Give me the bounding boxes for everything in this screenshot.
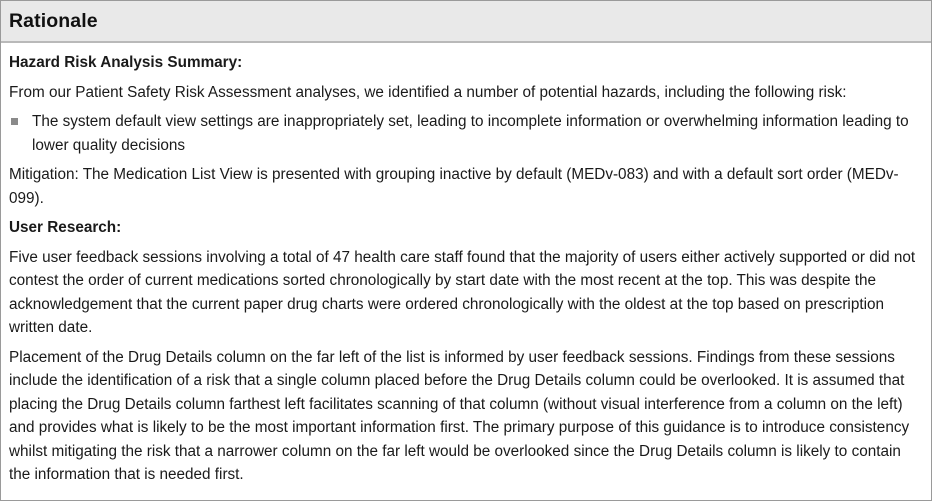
panel-header [1, 1, 931, 43]
square-bullet-icon [11, 118, 18, 125]
research-paragraph-2: Placement of the Drug Details column on the far left of the list is informed by user feedback sessions. Findings from these sessions include the identification of a risk that a single column placed before the Drug Details column could be overlooked. It is assumed that placing the Drug Details column farthest left facilitates scanning of that column (without visual interference from a column on the left) and provides what is likely to be the most important information first. The primary purpose of this guidance is to introduce consistency whilst mitigating the risk that a narrower column on the far left would be overlooked since the Drug Details column is likely to contain the information that is needed first. [9, 348, 910, 483]
list-item [9, 110, 923, 157]
risk-list [9, 110, 923, 157]
mitigation-text: Mitigation: The Medication List View is presented with grouping inactive by default (MEDv-083) and with a default sort order (MEDv-099). [9, 166, 899, 207]
research-heading: User Research: [9, 219, 122, 236]
hazard-intro: From our Patient Safety Risk Assessment analyses, we identified a number of potential hazards, including the following risk: [9, 83, 847, 101]
hazard-heading: Hazard Risk Analysis Summary: [9, 54, 243, 71]
risk-text: The system default view settings are inappropriately set, leading to incomplete information or overwhelming information leading to lower quality decisions [32, 113, 909, 154]
panel-body [1, 43, 931, 487]
research-paragraph-1: Five user feedback sessions involving a total of 47 health care staff found that the majority of users either actively supported or did not contest the order of current medications sorted chronologically by start date with the most recent at the top. This was despite the acknowledgement that the current paper drug charts were ordered chronologically with the oldest at the top based on prescription written date. [9, 248, 916, 336]
panel-title: Rationale [9, 9, 98, 32]
